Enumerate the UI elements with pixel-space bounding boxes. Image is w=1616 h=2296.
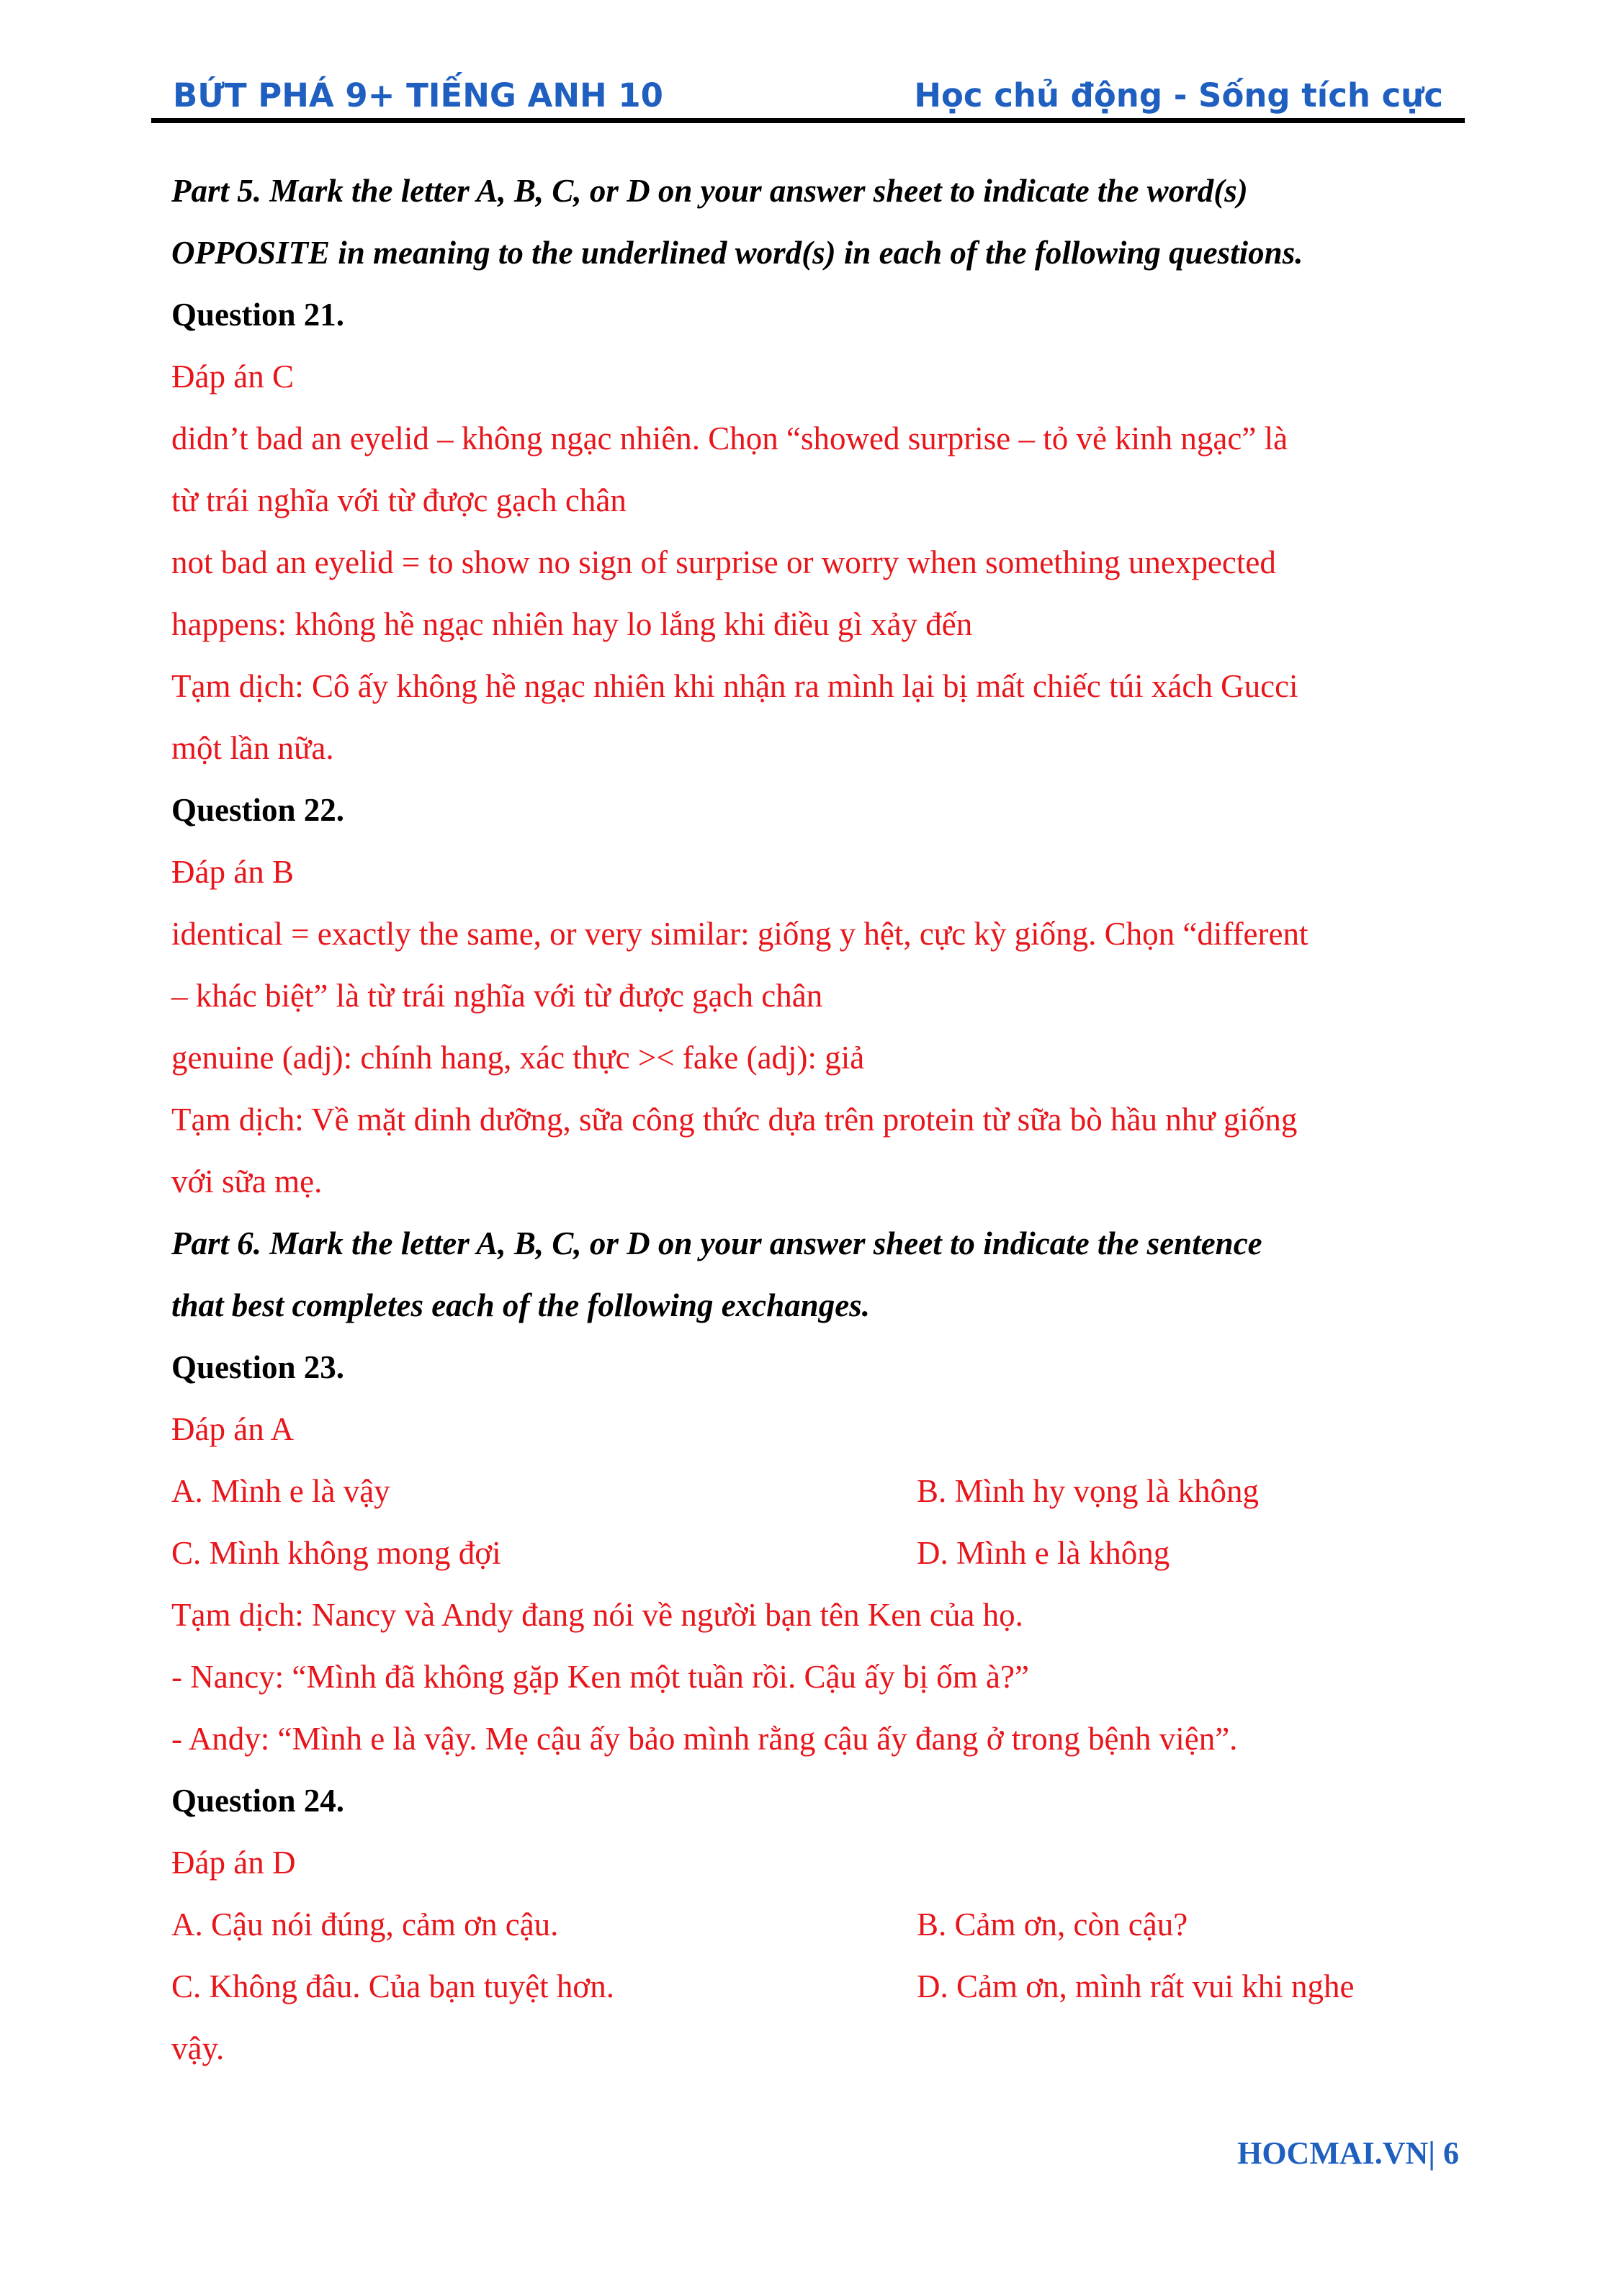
question-21-explanation: didn’t bad an eyelid – không ngạc nhiên. Chọn “showed surprise – tỏ vẻ kinh ngạc” là [171, 420, 1288, 456]
option-b: B. Mình hy vọng là không [917, 1473, 1260, 1509]
option-b: B. Cảm ơn, còn cậu? [917, 1906, 1188, 1942]
question-22-explanation: genuine (adj): chính hang, xác thực >< fake (adj): giả [171, 1040, 865, 1076]
part5-instruction-line1: Part 5. Mark the letter A, B, C, or D on your answer sheet to indicate the word(s) [171, 173, 1248, 209]
question-23-dialogue: - Nancy: “Mình đã không gặp Ken một tuần rồi. Cậu ấy bị ốm à?” [171, 1659, 1029, 1695]
question-22-answer: Đáp án B [171, 854, 294, 890]
part5-instruction-line2: OPPOSITE in meaning to the underlined word(s) in each of the following questions. [171, 235, 1303, 271]
question-23-dialogue: - Andy: “Mình e là vậy. Mẹ cậu ấy bảo mình rằng cậu ấy đang ở trong bệnh viện”. [171, 1721, 1238, 1757]
header-divider [151, 118, 1465, 123]
question-23-translation: Tạm dịch: Nancy và Andy đang nói về người bạn tên Ken của họ. [171, 1597, 1023, 1633]
option-a: A. Cậu nói đúng, cảm ơn cậu. [171, 1906, 559, 1942]
option-a: A. Mình e là vậy [171, 1473, 390, 1509]
question-24-options-row2 [171, 1955, 1453, 2017]
option-d: D. Mình e là không [917, 1535, 1170, 1571]
option-d: D. Cảm ơn, mình rất vui khi nghe [917, 1968, 1355, 2004]
question-24-options-row1 [171, 1894, 1453, 1955]
option-c: C. Mình không mong đợi [171, 1535, 501, 1571]
question-24-answer: Đáp án D [171, 1845, 296, 1881]
option-c: C. Không đâu. Của bạn tuyệt hơn. [171, 1968, 614, 2004]
question-21-explanation: not bad an eyelid = to show no sign of surprise or worry when something unexpected [171, 544, 1276, 580]
question-21-title: Question 21. [171, 297, 345, 333]
question-21-answer: Đáp án C [171, 359, 294, 395]
part6-instruction-line1: Part 6. Mark the letter A, B, C, or D on your answer sheet to indicate the sentence [171, 1225, 1262, 1261]
question-23-options-row2 [171, 1522, 1453, 1584]
question-24-title: Question 24. [171, 1783, 345, 1819]
question-23-answer: Đáp án A [171, 1411, 294, 1447]
question-22-title: Question 22. [171, 792, 345, 828]
page-footer: HOCMAI.VN| 6 [1237, 2135, 1459, 2171]
header-slogan: Học chủ động - Sống tích cực [914, 76, 1443, 114]
question-21-explanation: happens: không hề ngạc nhiên hay lo lắng khi điều gì xảy đến [171, 606, 973, 642]
option-d-continuation: vậy. [171, 2030, 225, 2066]
question-22-translation: Tạm dịch: Về mặt dinh dưỡng, sữa công thức dựa trên protein từ sữa bò hầu như giống [171, 1102, 1298, 1138]
question-23-title: Question 23. [171, 1349, 345, 1385]
question-21-translation: Tạm dịch: Cô ấy không hề ngạc nhiên khi nhận ra mình lại bị mất chiếc túi xách Gucci [171, 668, 1298, 704]
header-title: BỨT PHÁ 9+ TIẾNG ANH 10 [173, 76, 663, 114]
question-22-translation: với sữa mẹ. [171, 1163, 323, 1199]
question-23-options-row1 [171, 1460, 1453, 1522]
document-body [171, 160, 1453, 2079]
question-22-explanation: – khác biệt” là từ trái nghĩa với từ được gạch chân [171, 978, 823, 1014]
question-22-explanation: identical = exactly the same, or very similar: giống y hệt, cực kỳ giống. Chọn “different [171, 916, 1308, 952]
question-21-translation: một lần nữa. [171, 730, 334, 766]
question-21-explanation: từ trái nghĩa với từ được gạch chân [171, 482, 627, 518]
part6-instruction-line2: that best completes each of the following exchanges. [171, 1287, 870, 1323]
